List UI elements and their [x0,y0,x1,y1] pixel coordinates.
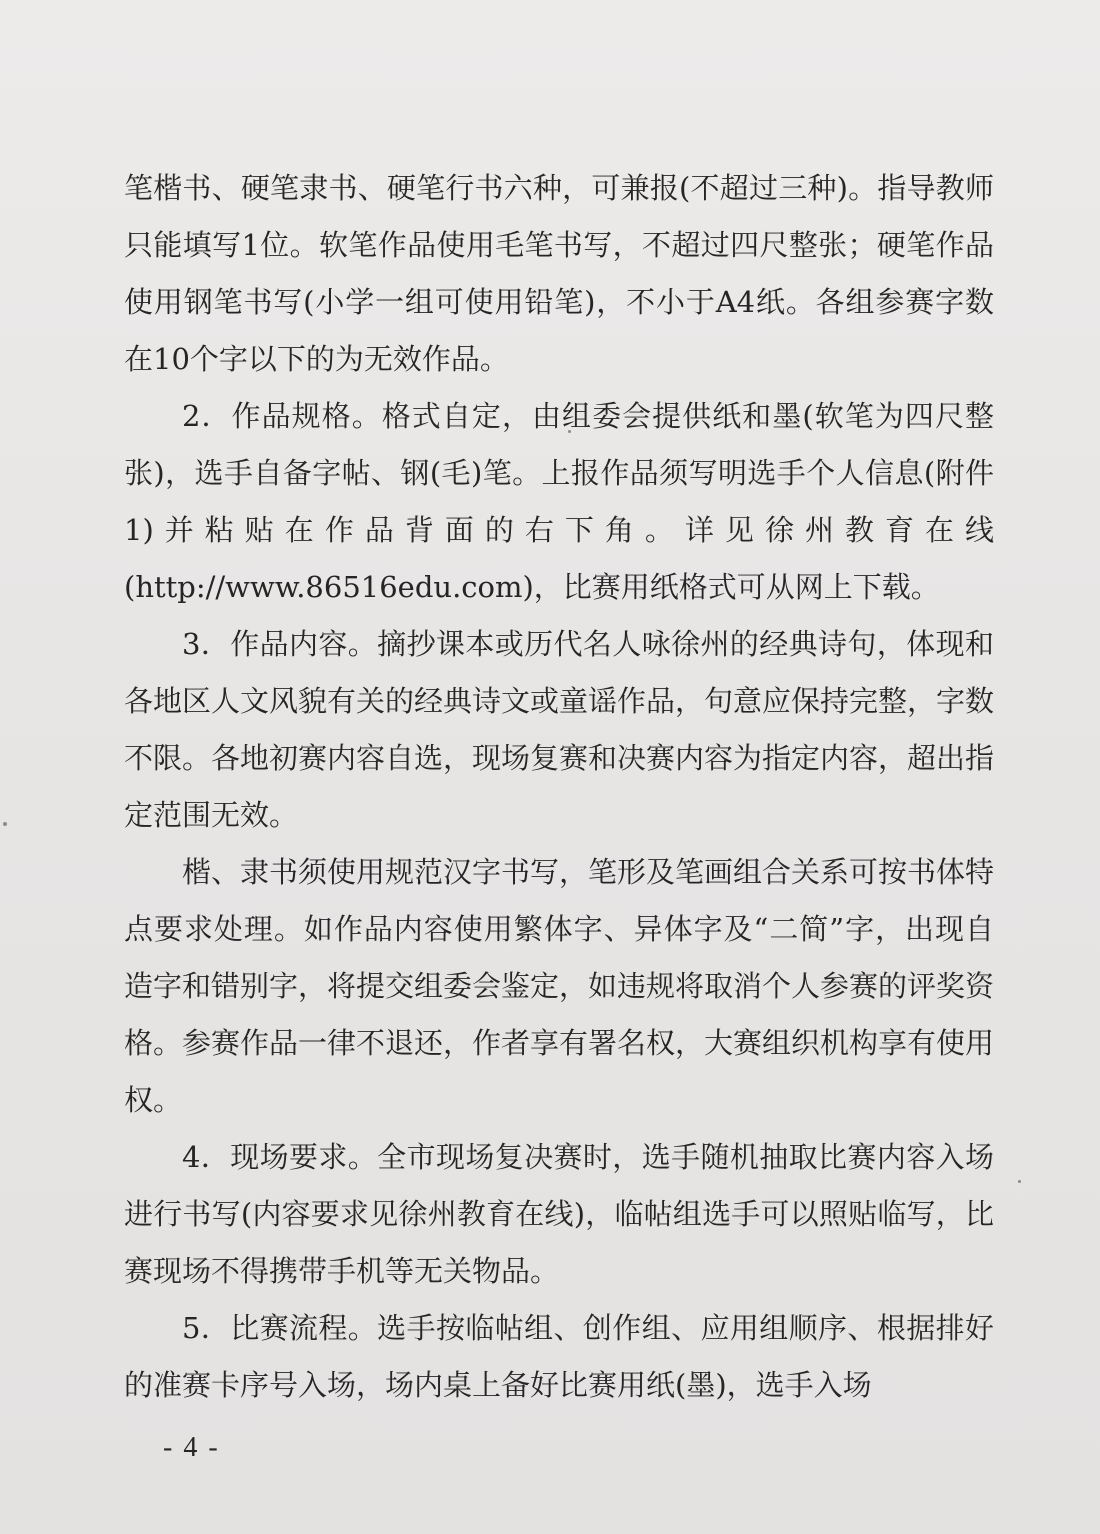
page-number: - 4 - [163,1432,220,1463]
paragraph-onsite-requirements: 4．现场要求。全市现场复决赛时，选手随机抽取比赛内容入场进行书写(内容要求见徐州教育在线)，临帖组选手可以照贴临写，比赛现场不得携带手机等无关物品。 [124,1140,994,1288]
paragraph-work-content: 3．作品内容。摘抄课本或历代名人咏徐州的经典诗句，体现和各地区人文风貌有关的经典诗文或童谣作品，句意应保持完整，字数不限。各地初赛内容自选，现场复赛和决赛内容为指定内容，超出指定范围无效。 [124,627,995,832]
paragraph-entry-categories: 笔楷书、硬笔隶书、硬笔行书六种，可兼报(不超过三种)。指导教师只能填写1位。软笔作品使用毛笔书写，不超过四尺整张；硬笔作品使用钢笔书写(小学一组可使用铅笔)，不小于A4纸。各组参赛字数在10个字以下的为无效作品。 [124,171,994,376]
paragraph-writing-rules: 楷、隶书须使用规范汉字书写，笔形及笔画组合关系可按书体特点要求处理。如作品内容使用繁体字、异体字及“二简”字，出现自造字和错别字，将提交组委会鉴定，如违规将取消个人参赛的评奖资格。参赛作品一律不退还，作者享有署名权，大赛组织机构享有使用权。 [124,855,995,1117]
paragraph-work-specification: 2．作品规格。格式自定，由组委会提供纸和墨(软笔为四尺整张)，选手自备字帖、钢(毛)笔。上报作品须写明选手个人信息(附件 1)并粘贴在作品背面的右下角。详见徐州教育在线(http://www.86516edu.com)，比赛用纸格式可从网上下载。 [124,399,994,604]
paper-speck [3,822,7,826]
document-body [124,160,994,1414]
paper-speck [1018,1180,1021,1183]
paragraph-competition-process: 5．比赛流程。选手按临帖组、创作组、应用组顺序、根据排好的准赛卡序号入场，场内桌上备好比赛用纸(墨)，选手入场 [124,1311,994,1402]
